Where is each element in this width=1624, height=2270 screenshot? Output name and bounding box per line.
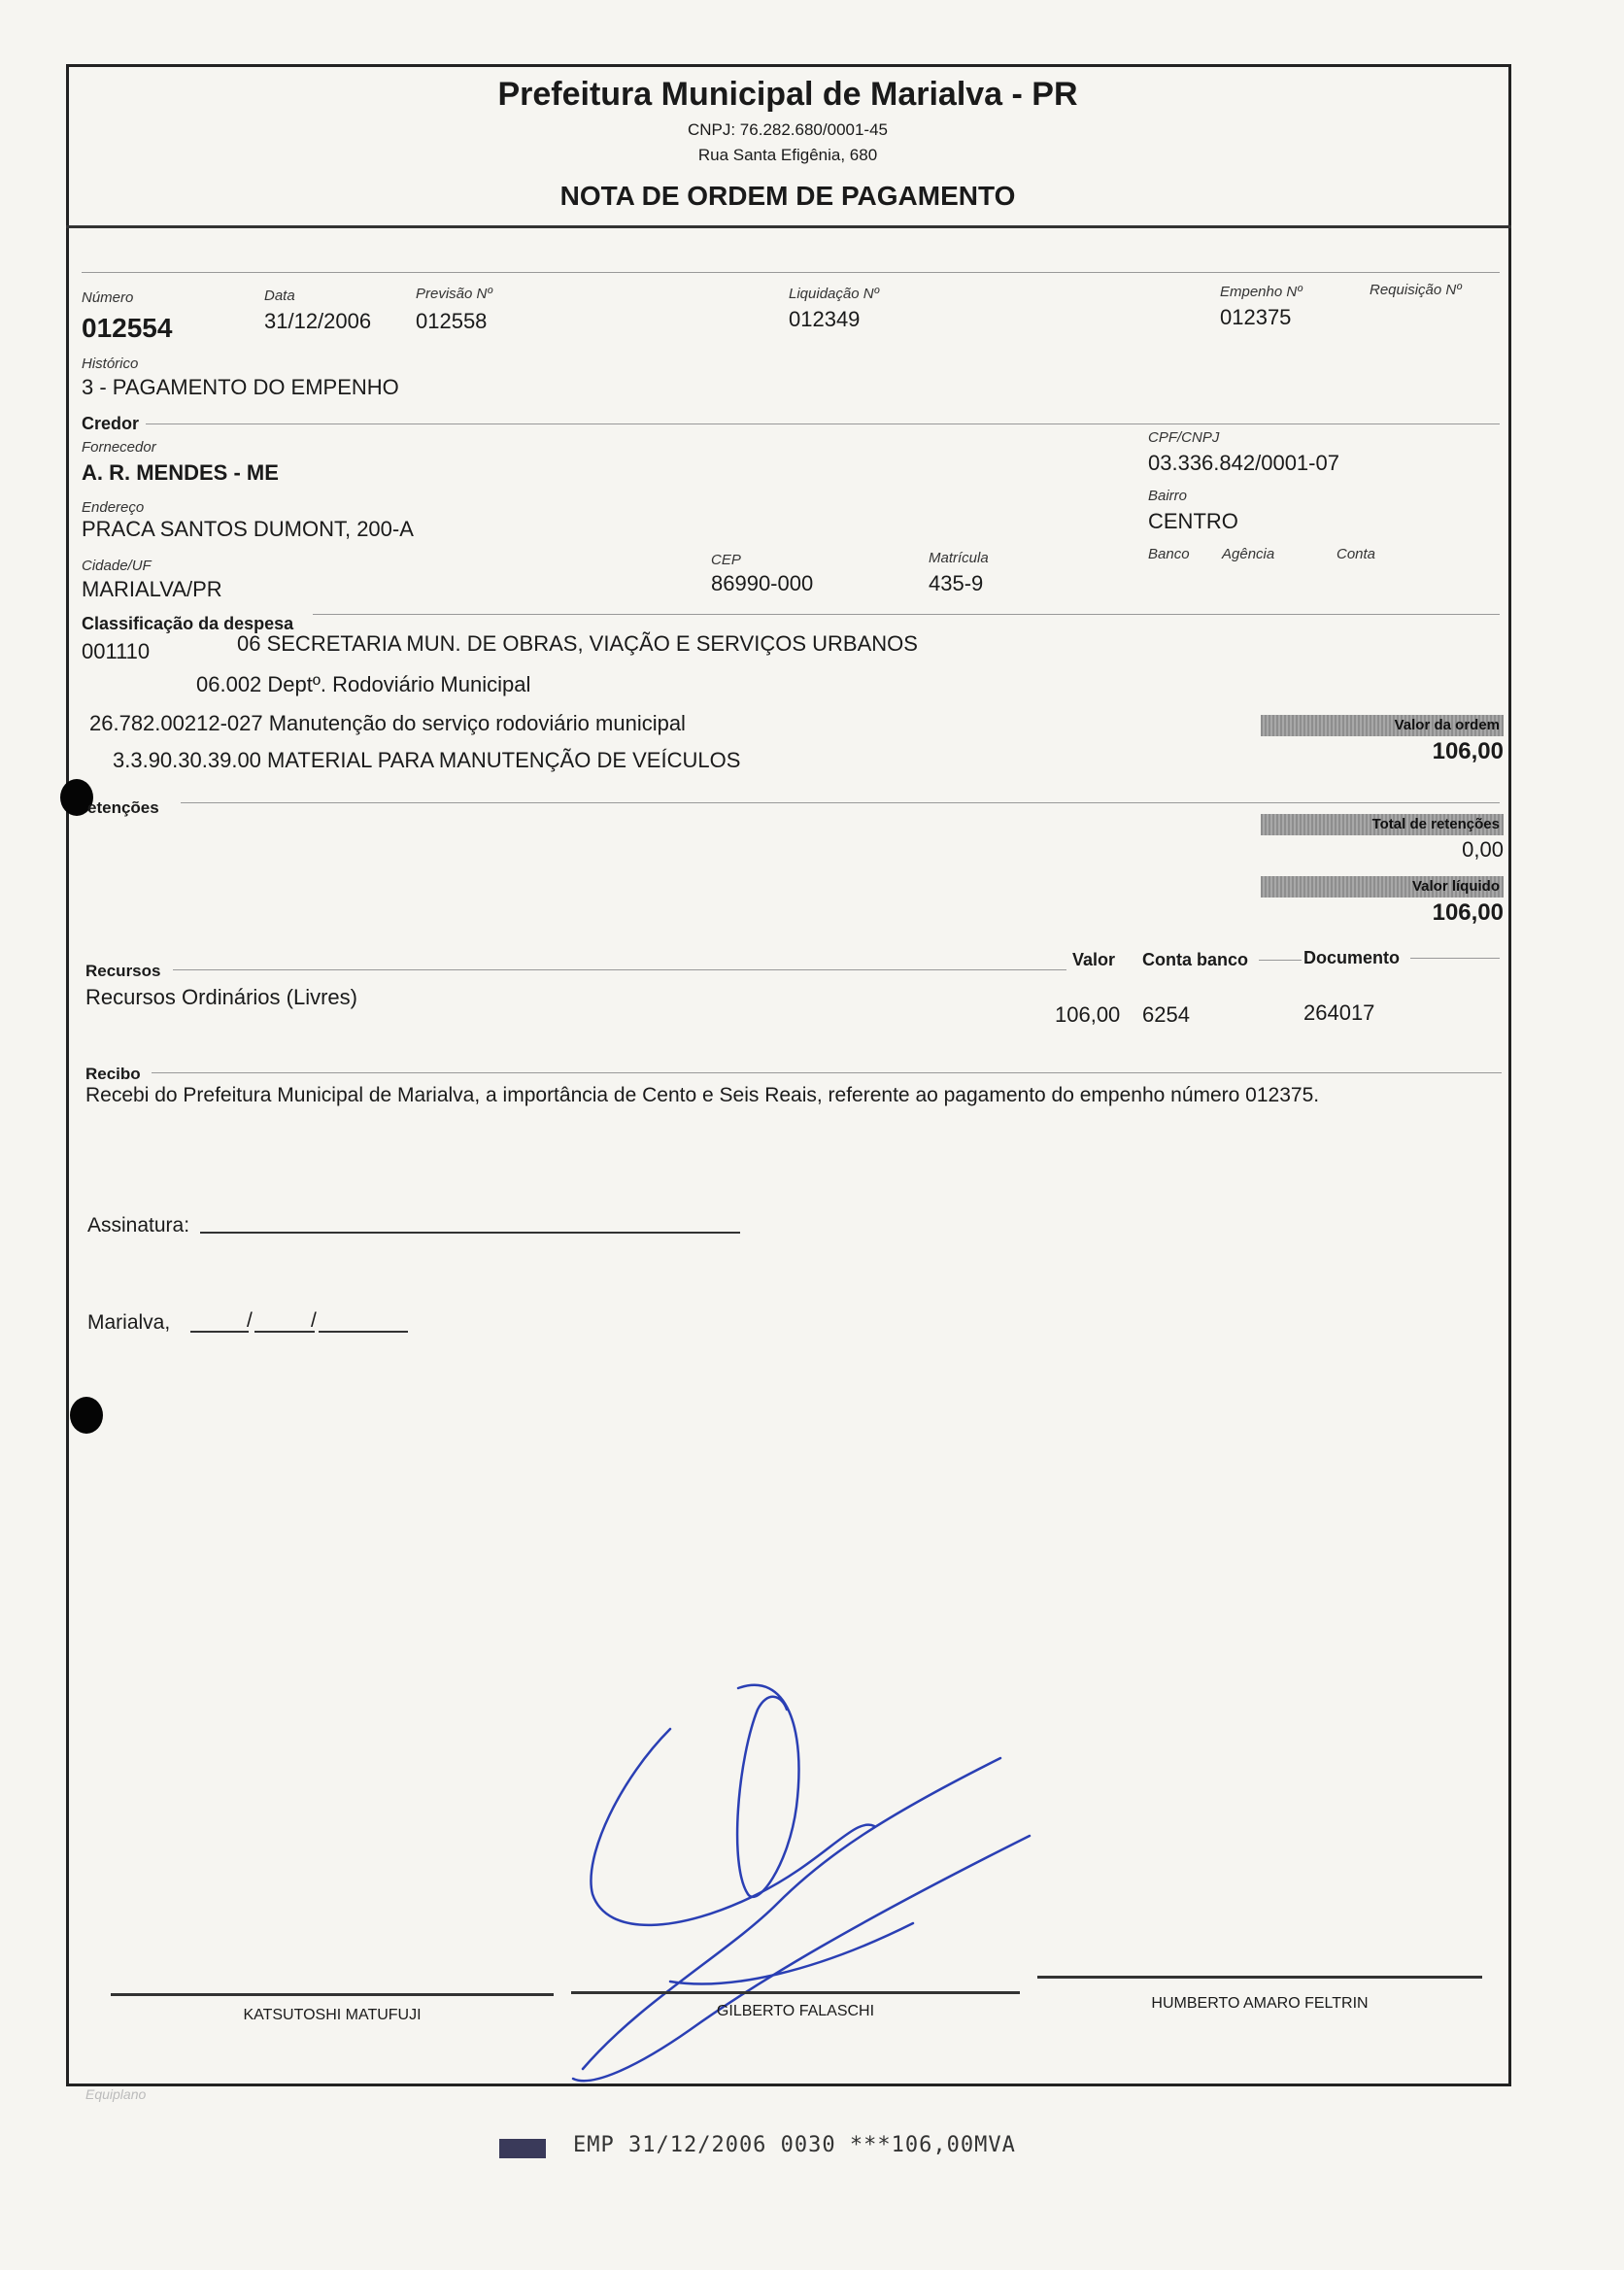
signatory-3: HUMBERTO AMARO FELTRIN <box>1151 1995 1369 2012</box>
divider <box>1410 958 1500 959</box>
liquidacao-value: 012349 <box>789 307 861 331</box>
historico-label: Histórico <box>82 356 139 372</box>
valor-ordem-label: Valor da ordem <box>1261 715 1504 736</box>
date-separator: / <box>311 1309 317 1332</box>
stamp-logo <box>499 2139 546 2158</box>
recursos-section-title: Recursos <box>85 962 161 980</box>
software-watermark: Equiplano <box>85 2086 147 2102</box>
signatory-2: GILBERTO FALASCHI <box>716 2003 875 2019</box>
numero-label: Número <box>82 289 134 306</box>
cep-label: CEP <box>711 552 741 568</box>
conta-label: Conta <box>1336 546 1376 562</box>
credor-section-title: Credor <box>82 414 140 433</box>
programa-text: 26.782.00212-027 Manutenção do serviço rodoviário municipal <box>89 711 686 735</box>
numero-value: 012554 <box>82 313 173 343</box>
retencoes-section-title: etenções <box>87 798 159 817</box>
requisicao-label: Requisição Nº <box>1370 282 1462 298</box>
bairro-value: CENTRO <box>1148 509 1238 533</box>
handwritten-signature <box>563 1671 1049 2098</box>
divider <box>82 272 1500 273</box>
matricula-label: Matrícula <box>929 550 989 566</box>
cpf-label: CPF/CNPJ <box>1148 429 1220 446</box>
signature-line-3 <box>1037 1976 1482 1979</box>
recibo-text: Recebi do Prefeitura Municipal de Marialva, a importância de Cento e Seis Reais, referente ao pagamento do empenho número 012375. <box>85 1084 1320 1106</box>
total-retencoes-value: 0,00 <box>1462 837 1504 862</box>
cidade-label: Cidade/UF <box>82 558 152 574</box>
empenho-label: Empenho Nº <box>1220 284 1303 300</box>
signature-line-2 <box>571 1991 1020 1994</box>
mechanical-stamp: EMP 31/12/2006 0030 ***106,00MVA <box>573 2133 1016 2157</box>
documento-header: Documento <box>1303 948 1400 967</box>
assinatura-label: Assinatura: <box>87 1214 190 1237</box>
fornecedor-label: Fornecedor <box>82 439 156 456</box>
address-text: Rua Santa Efigênia, 680 <box>697 146 878 164</box>
data-label: Data <box>264 288 295 304</box>
divider <box>152 1072 1502 1073</box>
recursos-conta: 6254 <box>1142 1002 1190 1027</box>
valor-liquido-label: Valor líquido <box>1261 876 1504 898</box>
agencia-label: Agência <box>1222 546 1275 562</box>
previsao-value: 012558 <box>416 309 488 333</box>
date-blank-day <box>190 1331 249 1333</box>
cnpj-text: CNPJ: 76.282.680/0001-45 <box>687 120 889 139</box>
previsao-label: Previsão Nº <box>416 286 492 302</box>
total-retencoes-label: Total de retenções <box>1261 814 1504 835</box>
secretaria-text: 06 SECRETARIA MUN. DE OBRAS, VIAÇÃO E SERVIÇOS URBANOS <box>237 631 918 656</box>
matricula-value: 435-9 <box>929 571 984 595</box>
banco-label: Banco <box>1148 546 1190 562</box>
signature-line-1 <box>111 1993 554 1996</box>
date-blank-year <box>319 1331 408 1333</box>
liquidacao-label: Liquidação Nº <box>789 286 880 302</box>
cidade-value: MARIALVA/PR <box>82 577 222 601</box>
fornecedor-value: A. R. MENDES - ME <box>82 460 279 485</box>
empenho-value: 012375 <box>1220 305 1292 329</box>
divider <box>173 969 1066 970</box>
dept-text: 06.002 Deptº. Rodoviário Municipal <box>196 672 531 696</box>
classificacao-code: 001110 <box>82 639 151 663</box>
data-value: 31/12/2006 <box>264 309 372 333</box>
signatory-1: KATSUTOSHI MATUFUJI <box>243 2007 422 2023</box>
divider <box>1259 960 1302 961</box>
valor-header: Valor <box>1072 950 1116 969</box>
document-title: NOTA DE ORDEM DE PAGAMENTO <box>559 181 1016 211</box>
recibo-section-title: Recibo <box>85 1065 141 1083</box>
header-divider <box>66 225 1511 228</box>
divider <box>181 802 1500 803</box>
assinatura-line <box>200 1232 740 1234</box>
historico-value: 3 - PAGAMENTO DO EMPENHO <box>82 375 399 399</box>
valor-ordem-value: 106,00 <box>1432 738 1504 764</box>
valor-liquido-value: 106,00 <box>1432 899 1504 926</box>
endereco-value: PRACA SANTOS DUMONT, 200-A <box>82 517 414 541</box>
date-separator: / <box>247 1309 253 1332</box>
endereco-label: Endereço <box>82 499 145 516</box>
divider <box>313 614 1500 615</box>
bairro-label: Bairro <box>1148 488 1188 504</box>
punch-hole-mark <box>70 1397 103 1434</box>
recursos-valor: 106,00 <box>1055 1002 1121 1027</box>
elemento-text: 3.3.90.30.39.00 MATERIAL PARA MANUTENÇÃO DE VEÍCULOS <box>113 748 741 772</box>
conta-banco-header: Conta banco <box>1142 950 1249 969</box>
recursos-documento: 264017 <box>1303 1000 1375 1025</box>
date-blank-month <box>254 1331 315 1333</box>
cep-value: 86990-000 <box>711 571 814 595</box>
local-label: Marialva, <box>87 1311 171 1334</box>
cpf-value: 03.336.842/0001-07 <box>1148 451 1339 475</box>
page-title: Prefeitura Municipal de Marialva - PR <box>497 76 1078 113</box>
classificacao-section-title: Classificação da despesa <box>82 614 294 633</box>
recursos-fonte: Recursos Ordinários (Livres) <box>85 985 357 1009</box>
